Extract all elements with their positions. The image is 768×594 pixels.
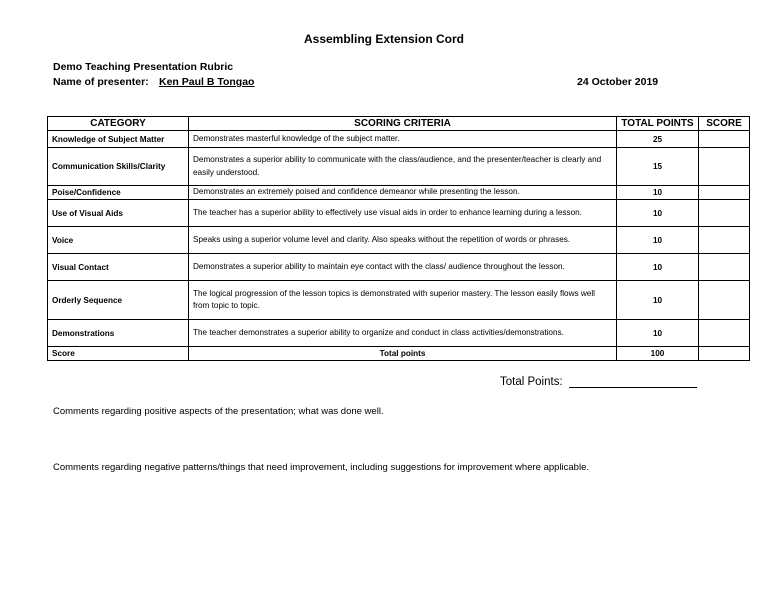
total-points-label: Total Points: bbox=[500, 376, 563, 388]
score-cell[interactable] bbox=[699, 131, 750, 148]
criteria-cell: The logical progression of the lesson topics is demonstrated with superior mastery. The lesson easily flows well from topic to topic. bbox=[189, 281, 617, 320]
table-row bbox=[48, 254, 750, 281]
total-points-line bbox=[500, 375, 697, 388]
category-cell: Use of Visual Aids bbox=[48, 200, 189, 227]
category-cell: Visual Contact bbox=[48, 254, 189, 281]
presentation-date: 24 October 2019 bbox=[577, 76, 659, 88]
presenter-name: Ken Paul B Tongao bbox=[159, 76, 255, 88]
category-cell: Knowledge of Subject Matter bbox=[48, 131, 189, 148]
criteria-cell: Demonstrates an extremely poised and confidence demeanor while presenting the lesson. bbox=[189, 186, 617, 200]
category-cell: Orderly Sequence bbox=[48, 281, 189, 320]
score-cell[interactable] bbox=[699, 186, 750, 200]
category-cell: Demonstrations bbox=[48, 320, 189, 347]
score-cell[interactable] bbox=[699, 254, 750, 281]
score-cell[interactable] bbox=[699, 227, 750, 254]
criteria-cell: The teacher has a superior ability to effectively use visual aids in order to enhance learning during a lesson. bbox=[189, 200, 617, 227]
score-cell[interactable] bbox=[699, 200, 750, 227]
points-cell: 25 bbox=[617, 131, 699, 148]
footer-total-points-label: Total points bbox=[189, 347, 617, 361]
score-cell[interactable] bbox=[699, 148, 750, 186]
criteria-cell: Demonstrates masterful knowledge of the subject matter. bbox=[189, 131, 617, 148]
points-cell: 10 bbox=[617, 281, 699, 320]
points-cell: 15 bbox=[617, 148, 699, 186]
category-cell: Voice bbox=[48, 227, 189, 254]
table-row bbox=[48, 131, 750, 148]
category-cell: Communication Skills/Clarity bbox=[48, 148, 189, 186]
footer-score-label: Score bbox=[48, 347, 189, 361]
score-cell[interactable] bbox=[699, 281, 750, 320]
table-row bbox=[48, 200, 750, 227]
category-cell: Poise/Confidence bbox=[48, 186, 189, 200]
footer-points-total: 100 bbox=[617, 347, 699, 361]
presenter-label: Name of presenter: bbox=[53, 76, 149, 88]
points-cell: 10 bbox=[617, 320, 699, 347]
points-cell: 10 bbox=[617, 200, 699, 227]
table-row bbox=[48, 227, 750, 254]
negative-comments-prompt: Comments regarding negative patterns/things that need improvement, including suggestions for improvement where applicable. bbox=[53, 462, 589, 473]
positive-comments-prompt: Comments regarding positive aspects of the presentation; what was done well. bbox=[53, 406, 384, 417]
criteria-cell: Speaks using a superior volume level and clarity. Also speaks without the repetition of words or phrases. bbox=[189, 227, 617, 254]
table-row bbox=[48, 148, 750, 186]
table-row bbox=[48, 320, 750, 347]
criteria-cell: Demonstrates a superior ability to communicate with the class/audience, and the presenter/teacher is clearly and easily understood. bbox=[189, 148, 617, 186]
document-title: Assembling Extension Cord bbox=[303, 32, 465, 46]
rubric-name: Demo Teaching Presentation Rubric bbox=[53, 61, 234, 73]
total-points-blank[interactable] bbox=[569, 375, 697, 388]
score-cell[interactable] bbox=[699, 320, 750, 347]
table-header-row bbox=[48, 117, 750, 131]
points-cell: 10 bbox=[617, 254, 699, 281]
footer-score-cell[interactable] bbox=[699, 347, 750, 361]
rubric-table bbox=[47, 116, 750, 361]
points-cell: 10 bbox=[617, 186, 699, 200]
points-cell: 10 bbox=[617, 227, 699, 254]
table-row bbox=[48, 281, 750, 320]
header-score: SCORE bbox=[699, 117, 750, 131]
header-scoring-criteria: SCORING CRITERIA bbox=[189, 117, 617, 131]
presenter-row bbox=[53, 76, 254, 88]
header-total-points: TOTAL POINTS bbox=[617, 117, 699, 131]
table-row bbox=[48, 186, 750, 200]
table-footer-row bbox=[48, 347, 750, 361]
criteria-cell: Demonstrates a superior ability to maintain eye contact with the class/ audience throughout the lesson. bbox=[189, 254, 617, 281]
criteria-cell: The teacher demonstrates a superior ability to organize and conduct in class activities/demonstrations. bbox=[189, 320, 617, 347]
header-category: CATEGORY bbox=[48, 117, 189, 131]
